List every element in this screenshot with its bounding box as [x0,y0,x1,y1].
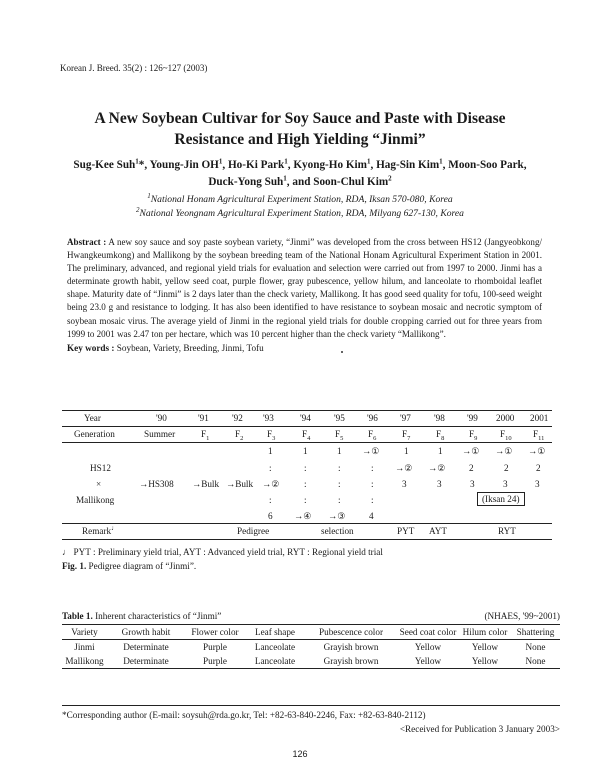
parent-mallikong: Mallikong [76,495,115,505]
footnote-rule [62,705,560,706]
abstract-text: A new soy sauce and soy paste soybean variety, “Jinmi” was developed from the cross between HS12 (Jangyeobkong/ Hwangkeumkong) and Mallikong by the soybean breeding team of the National Honam Agricultural Experiment Station in 2001. The preliminary, advanced, and regional yield trials for evaluation and selection were carried out from 1997 to 2000. Jinmi has a determinate growth habit, yellow seed coat, purple flower, gray pubescence, yellow hilum, and lanceolate to rhomboidal leaflet shape. Maturity date of “Jinmi” is 2 days later than the check variety, Mallikong. It has good seed quality for tofu, 100-seed weight being 23.0 g and resistance to lodging. It has also been identified to have resistance to soybean mosaic and necrotic symptom of soybean mosaic virus. The average yield of Jinmi in the regional yield trials for double cropping carried out for three years from 1999 to 2001 was 2.47 ton per hectare, which was 10 percent higher than the check variety “Mallikong”. [67,237,542,339]
lineage-cell: →① [528,446,546,456]
remark-pedigree: Pedigree [237,526,270,536]
table-rule [62,410,552,411]
paper-title [40,108,560,150]
column-header: Hilum color [462,627,508,637]
author-name: Duck-Yong Suh [208,176,284,188]
table-rule [62,442,552,443]
year-cell: '98 [434,413,445,423]
remark-label: Remark♩ [82,523,119,536]
table-header-row [62,625,560,640]
table-cell: None [525,642,546,652]
table-cell: None [525,656,546,666]
year-cell: '95 [334,413,345,423]
year-cell: 2001 [530,413,549,423]
remark-ryt: RYT [498,526,516,536]
lineage-cell: →③ [328,511,346,521]
table-cell: Mallikong [65,656,104,666]
abstract-label: Abstract : [67,237,107,247]
table-cell: Purple [203,656,227,666]
column-header: Pubescence color [318,627,384,637]
table-rule [62,426,552,427]
title-line-1: A New Soybean Cultivar for Soy Sauce and Paste with Disease [94,110,506,127]
lineage-cell: : [304,495,307,505]
author-name: Soon-Chul Kim [313,176,389,188]
lineage-cell: : [304,463,307,473]
affiliation-1: $^1$National Honam Agricultural Experiment Station, RDA, Iksan 570-080, Korea [147,191,453,205]
figure-caption: Fig. 1. Pedigree diagram of “Jinmi”. [62,561,197,571]
lineage-cell: : [371,463,374,473]
column-header: Growth habit [121,627,171,637]
table-cell: Grayish brown [323,642,379,652]
lineage-cell: 3 [535,479,540,489]
year-cell: '90 [156,413,167,423]
table-rule [62,539,552,540]
remark-ayt: AYT [429,526,448,536]
lineage-cell: : [371,479,374,489]
table-cell: Purple [203,642,227,652]
lineage-cell: 3 [503,479,508,489]
column-header: Leaf shape [254,627,296,637]
year-cell: '92 [232,413,243,423]
generation-cell: $F_{11}$ [533,429,545,442]
lineage-cell: 3 [470,479,475,489]
table-source: (NHAES, '99~2001) [484,611,560,621]
generation-label: Generation [74,429,115,439]
author-name: Sug-Kee Suh [73,159,136,171]
lineage-cell: : [269,463,272,473]
lineage-cell: 1 [404,446,409,456]
lineage-cell: 2 [536,463,541,473]
lineage-cell: : [371,495,374,505]
keywords-label: Key words : [67,343,115,353]
generation-cell: $F_{10}$ [500,429,512,442]
lineage-cell: →① [462,446,480,456]
lineage-cell: 6 [268,511,273,521]
table-cell: Yellow [414,656,442,666]
lineage-cell: 1 [438,446,443,456]
table-cell: Jinmi [74,642,95,652]
lineage-cell: →④ [294,511,312,521]
table-row [62,640,560,655]
affiliation-2: $^2$National Yeongnam Agricultural Experiment Station, RDA, Milyang 627-130, Korea [136,205,464,219]
year-cell: '93 [263,413,274,423]
lineage-cell: 1 [303,446,308,456]
generation-cell: Summer [144,429,176,439]
author-line-1: Sug-Kee Suh$^1$*, Young-Jin $OH^1$, Ho-Ki Park$^1$, Kyong-Ho Kim$^1$, Hag-Sin Kim$^1$, Moon-Soo Park, [73,157,527,171]
year-cell: '96 [367,413,378,423]
table-cell: Determinate [123,642,169,652]
generation-cell: $F_2$ [235,429,244,442]
characteristics-table [62,624,560,669]
lineage-cell: →Bulk [192,479,220,489]
lineage-cell: 3 [437,479,442,489]
column-header: Seed coat color [399,627,457,637]
cross-symbol: × [96,479,102,489]
lineage-cell: →① [495,446,513,456]
parent-hs12: HS12 [90,463,111,473]
keywords-text: Soybean, Variety, Breeding, Jinmi, Tofu [116,343,264,353]
generation-cell: $F_3$ [267,429,276,442]
lineage-cell: →Bulk [226,479,254,489]
column-header: Shattering [516,627,555,637]
generation-cell: $F_4$ [302,429,311,442]
table-cell: Grayish brown [323,656,379,666]
lineage-cell: : [338,479,341,489]
pedigree-diagram [62,402,552,542]
column-header: Flower color [191,627,239,637]
journal-citation: Korean J. Breed. 35(2) : 126~127 (2003) [60,63,208,73]
stray-mark [341,351,343,353]
author-name: Ho-Ki Park [227,159,285,171]
lineage-cell: 4 [369,511,374,521]
lineage-cell: 1 [337,446,342,456]
generation-cell: $F_5$ [335,429,344,442]
lineage-cell: : [338,495,341,505]
affiliations [40,193,560,220]
year-cell: '91 [198,413,209,423]
remark-pyt: PYT [397,526,415,536]
lineage-cell: 3 [402,479,407,489]
author-list [40,157,560,191]
author-name: Hag-Sin Kim [376,159,440,171]
generation-cell: $F_1$ [201,429,210,442]
generation-cell: $F_7$ [402,429,411,442]
received-date: <Received for Publication 3 January 2003> [399,724,560,734]
table-rule [62,523,552,524]
remark-selection: selection [321,526,354,536]
generation-cell: $F_9$ [469,429,478,442]
lineage-cell: 2 [469,463,474,473]
title-line-2: Resistance and High Yielding “Jinmi” [174,131,426,148]
author-name: Young-Jin OH [149,159,219,171]
corresponding-author-footnote: *Corresponding author (E-mail: soysuh@rda.go.kr, Tel: +82-63-840-2246, Fax: +82-63-840-2112) [62,710,426,720]
lineage-cell: →② [428,463,446,473]
table-title: Table 1. Inherent characteristics of “Jinmi” [62,611,222,621]
lineage-cell: →② [262,479,280,489]
lineage-cell: →① [362,446,380,456]
lineage-cell: 2 [504,463,509,473]
table-cell: Yellow [471,656,499,666]
year-cell: '94 [300,413,311,423]
table-cell: Yellow [414,642,442,652]
lineage-cell: : [338,463,341,473]
author-name: Moon-Soo Park, [448,159,527,171]
lineage-cell: : [269,495,272,505]
year-label: Year [84,413,101,423]
table-cell: Lanceolate [254,656,296,666]
year-cell: '99 [467,413,478,423]
author-line-2: Duck-Yong Suh$^1$, and Soon-Chul Kim$^2$ [208,174,392,188]
table-cell: Yellow [471,642,499,652]
lineage-cell: 1 [268,446,273,456]
year-cell: 2000 [496,413,515,423]
page-number: 126 [292,749,308,759]
lineage-cell: →HS308 [139,479,174,489]
table-cell: Lanceolate [254,642,296,652]
table-row [62,654,560,669]
generation-cell: $F_6$ [368,429,377,442]
table-cell: Determinate [123,656,169,666]
abstract [67,236,542,341]
generation-cell: $F_8$ [436,429,445,442]
author-name: Kyong-Ho Kim [293,159,367,171]
year-cell: '97 [400,413,411,423]
final-line-iksan24: (Iksan 24) [477,494,525,504]
keywords [67,343,264,353]
lineage-cell: →② [395,463,413,473]
lineage-cell: : [304,479,307,489]
column-header: Variety [71,627,98,637]
pedigree-note: ♩ PYT : Preliminary yield trial, AYT : Advanced yield trial, RYT : Regional yield trial [62,547,383,557]
